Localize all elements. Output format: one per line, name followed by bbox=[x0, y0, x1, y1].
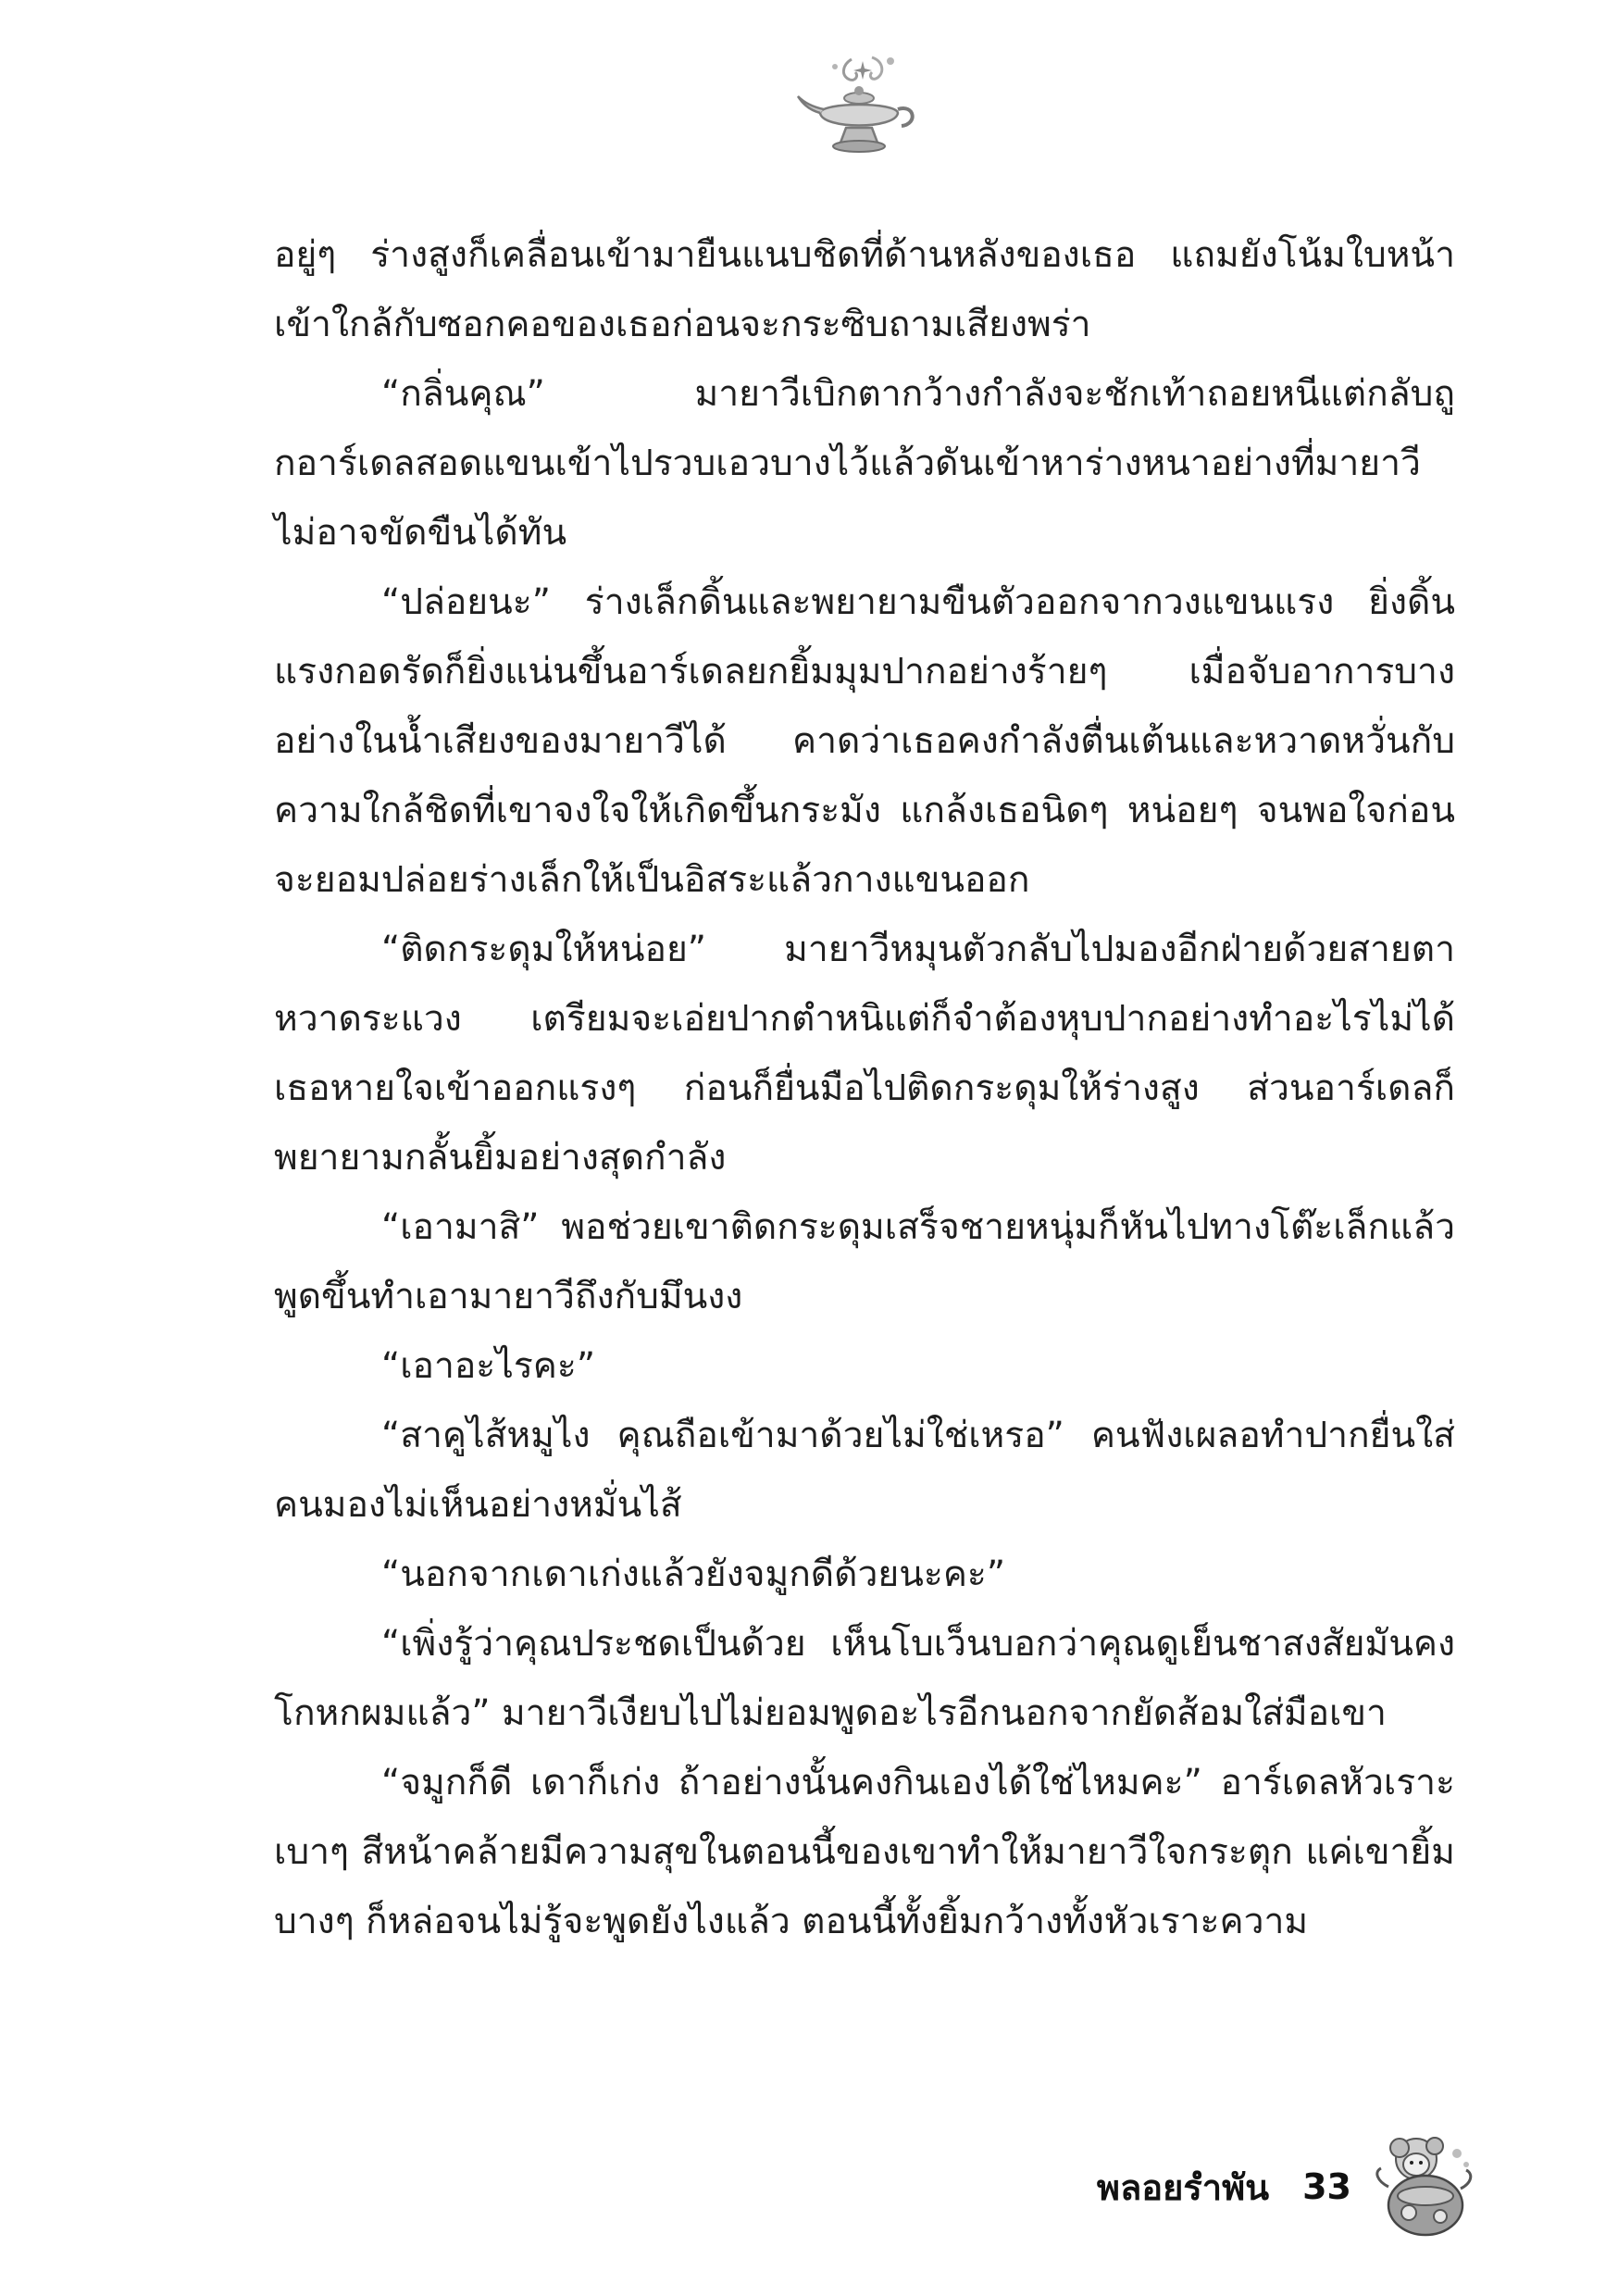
story-body bbox=[274, 220, 1455, 1956]
paragraph-2: “กลิ่นคุณ” มายาวีเบิกตากว้างกำลังจะชักเท้าถอยหนีแต่กลับถูกอาร์เดลสอดแขนเข้าไปรวบเอวบางไว้แล้วดันเข้าหาร่างหนาอย่างที่มายาวีไม่อาจขัดขืนได้ทัน bbox=[274, 373, 1455, 554]
paragraph-5: “เอามาสิ” พอช่วยเขาติดกระดุมเสร็จชายหนุ่มก็หันไปทางโต๊ะเล็กแล้วพูดขึ้นทำเอามายาวีถึงกับมึนงง bbox=[274, 1206, 1455, 1317]
paragraph-9: “เพิ่งรู้ว่าคุณประชดเป็นด้วย เห็นโบเว็นบอกว่าคุณดูเย็นชาสงสัยมันคงโกหกผมแล้ว” มายาวีเงียบไปไม่ยอมพูดอะไรอีกนอกจากยัดส้อมใส่มือเขา bbox=[274, 1623, 1455, 1734]
page-number: 33 bbox=[1302, 2166, 1351, 2207]
paragraph-1: อยู่ๆ ร่างสูงก็เคลื่อนเข้ามายืนแนบชิดที่ด้านหลังของเธอ แถมยังโน้มใบหน้าเข้าใกล้กับซอกคอของเธอก่อนจะกระซิบถามเสียงพร่า bbox=[274, 234, 1455, 345]
cartoon-mascot-icon bbox=[1364, 2131, 1479, 2242]
page-footer bbox=[1097, 2131, 1479, 2242]
genie-lamp-icon bbox=[794, 52, 924, 167]
paragraph-10: “จมูกก็ดี เดาก็เก่ง ถ้าอย่างนั้นคงกินเองได้ใช่ไหมคะ” อาร์เดลหัวเราะเบาๆ สีหน้าคล้ายมีความสุขในตอนนี้ของเขาทำให้มายาวีใจกระตุก แค่เขายิ้มบางๆ ก็หล่อจนไม่รู้จะพูดยังไงแล้ว ตอนนี้ทั้งยิ้มกว้างทั้งหัวเราะความ bbox=[274, 1762, 1455, 1942]
paragraph-3: “ปล่อยนะ” ร่างเล็กดิ้นและพยายามขืนตัวออกจากวงแขนแรง ยิ่งดิ้นแรงกอดรัดก็ยิ่งแน่นขึ้นอาร์เดลยกยิ้มมุมปากอย่างร้ายๆ เมื่อจับอาการบางอย่างในน้ำเสียงของมายาวีได้ คาดว่าเธอคงกำลังตื่นเต้นและหวาดหวั่นกับความใกล้ชิดที่เขาจงใจให้เกิดขึ้นกระมัง แกล้งเธอนิดๆ หน่อยๆ จนพอใจก่อนจะยอมปล่อยร่างเล็กให้เป็นอิสระแล้วกางแขนออก bbox=[274, 581, 1455, 901]
paragraph-7: “สาคูไส้หมูไง คุณถือเข้ามาด้วยไม่ใช่เหรอ” คนฟังเผลอทำปากยื่นใส่คนมองไม่เห็นอย่างหมั่นไส้ bbox=[274, 1415, 1455, 1526]
paragraph-4: “ติดกระดุมให้หน่อย” มายาวีหมุนตัวกลับไปมองอีกฝ่ายด้วยสายตาหวาดระแวง เตรียมจะเอ่ยปากตำหนิแต่ก็จำต้องหุบปากอย่างทำอะไรไม่ได้ เธอหายใจเข้าออกแรงๆ ก่อนก็ยื่นมือไปติดกระดุมให้ร่างสูง ส่วนอาร์เดลก็พยายามกลั้นยิ้มอย่างสุดกำลัง bbox=[274, 929, 1455, 1179]
book-title: พลอยรำพัน bbox=[1096, 2166, 1270, 2208]
paragraph-6: “เอาอะไรคะ” bbox=[381, 1345, 596, 1387]
paragraph-8: “นอกจากเดาเก่งแล้วยังจมูกดีด้วยนะคะ” bbox=[381, 1554, 1006, 1595]
